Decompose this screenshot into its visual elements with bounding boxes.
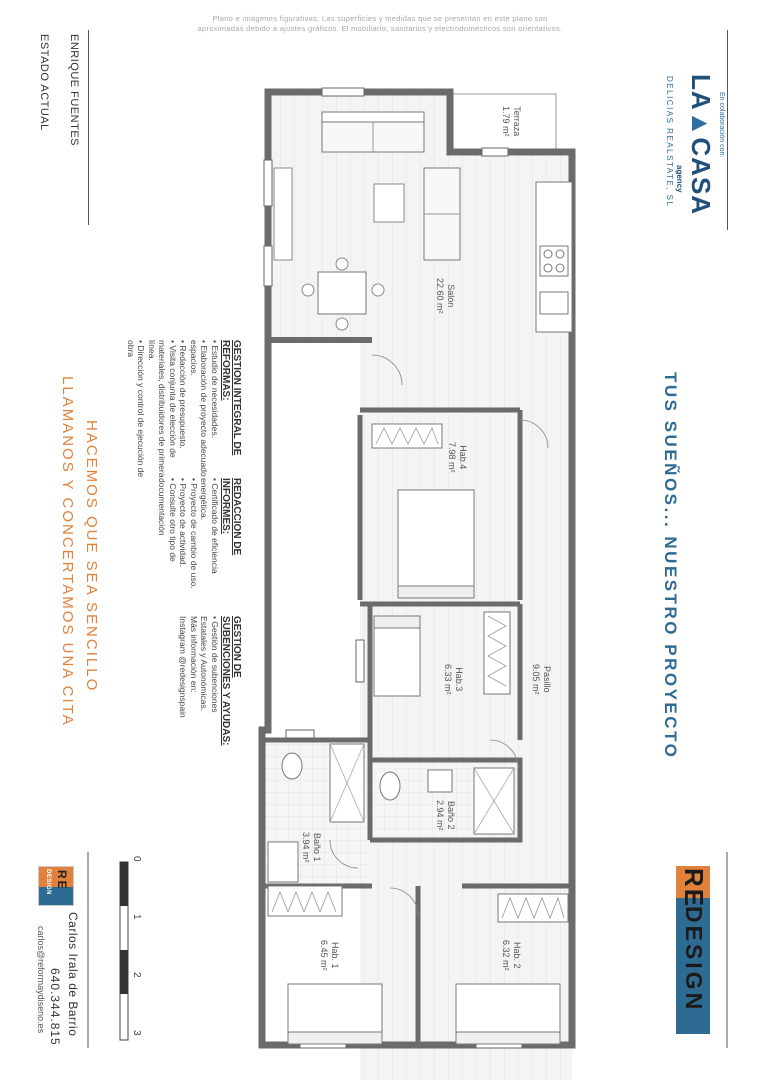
- lacasa-casa: CASA: [686, 137, 716, 216]
- service-integral-item: • Estudio de necesidades.: [210, 340, 221, 478]
- chair: [336, 258, 348, 270]
- room-area: 6.32 m²: [501, 940, 511, 971]
- washbasin: [428, 770, 452, 792]
- room-terraza: [500, 106, 522, 137]
- room-area: 1.79 m²: [501, 106, 511, 137]
- pillow: [374, 616, 420, 628]
- room-area: 22.60 m²: [435, 278, 445, 314]
- scale-label: 2: [131, 972, 142, 978]
- client-name: ENRIQUE FUENTES: [68, 34, 80, 147]
- room-area: 9.05 m²: [531, 664, 541, 695]
- logo-design: DESIGN: [681, 906, 707, 1013]
- window: [322, 88, 364, 96]
- service-reports-item: • Proyecto de actividad.: [178, 478, 189, 598]
- lacasa-roof-icon: ▲: [686, 110, 716, 138]
- service-integral-item: • Dirección y control de ejecución de obra: [126, 340, 147, 478]
- scale-segment: [120, 950, 128, 994]
- wardrobe-hab1: [268, 886, 342, 916]
- tagline-line-2: LLAMANOS Y CONCERTAMOS UNA CITA: [59, 376, 76, 727]
- room-name: Hab.4: [458, 445, 468, 470]
- service-reports-item: • Certificado de eficiencia energética.: [199, 478, 220, 598]
- room-pasillo: [530, 664, 552, 695]
- service-integral-item: • Visita conjunta de elección de materiales, distribuidores de primera línea.: [147, 340, 179, 478]
- room-area: 2.94 m²: [435, 800, 445, 831]
- scale-segment: [120, 862, 128, 906]
- redesign-logo-large: [676, 866, 710, 1034]
- tv-unit: [274, 168, 292, 260]
- pillow: [398, 586, 474, 598]
- room-area: 6.45 m²: [319, 940, 329, 971]
- contact-phone: 640.344.815: [48, 968, 62, 1046]
- room-name: Baño 2: [446, 800, 456, 830]
- washbasin: [268, 842, 298, 882]
- dining-table: [318, 272, 366, 314]
- room-name: Baño 1: [312, 832, 322, 862]
- room-bano1: [300, 832, 322, 863]
- bed-hab4: [398, 490, 474, 598]
- room-salon: [434, 278, 456, 314]
- tagline-line-1: HACEMOS QUE SEA SENCILLO: [83, 420, 100, 693]
- room-area: 6.33 m²: [443, 664, 453, 695]
- coffee-table: [374, 184, 404, 222]
- window: [286, 730, 314, 738]
- window: [356, 640, 364, 682]
- logo-re: RE: [679, 868, 709, 909]
- hob: [540, 246, 568, 276]
- room-name: Terraza: [512, 106, 522, 137]
- room-name: Hab.3: [454, 667, 464, 692]
- logo-design: DESIGN: [45, 869, 51, 896]
- window: [482, 148, 508, 156]
- room-name: Salón: [446, 284, 456, 308]
- service-integral-title: GESTION INTEGRAL DE REFORMAS:: [220, 340, 242, 456]
- window: [264, 160, 272, 206]
- chair: [302, 284, 314, 296]
- lacasa-la: LA: [686, 74, 716, 111]
- window: [264, 246, 272, 286]
- lacasa-agency: agency: [675, 165, 684, 193]
- scale-label: 1: [131, 914, 142, 920]
- scale-label: 0: [131, 856, 142, 862]
- pillow: [456, 1032, 560, 1044]
- chair: [336, 318, 348, 330]
- service-grants-title: GESTION DE SUBENCIONES Y AYUDAS:: [220, 616, 242, 746]
- room-name: Hab. 2: [512, 941, 522, 969]
- instagram-handle: Instagram @redesignspain: [178, 616, 189, 718]
- room-hab2: [500, 940, 522, 971]
- service-reports-item: • Proyecto de cambio de uso.: [189, 478, 200, 598]
- room-hab1: [318, 940, 340, 971]
- service-more-label: Más información en:: [189, 616, 199, 693]
- service-grants-item: • Gestión de subenciones Estatales y Autonómicas.: [199, 616, 220, 746]
- room-hab4: [446, 442, 468, 473]
- toilet: [380, 772, 400, 800]
- contact-email: carlos@reformaydiseno.es: [36, 926, 46, 1034]
- room-area: 3.94 m²: [301, 832, 311, 863]
- room-bano2: [434, 800, 456, 831]
- disclaimer-line-1: Plano e imágenes figurativas. Las superficies y medidas que se presentan en este plano son: [212, 14, 548, 23]
- disclaimer-line-2: aproximadas debido a ajustes gráficos. El mobiliario, sanitarios y electrodomésticos son orientativos.: [197, 24, 563, 33]
- toilet: [282, 753, 302, 779]
- contact-name: Carlos Irala de Barrio: [66, 912, 80, 1037]
- service-reports-title: REDACCION DE INFORMES:: [220, 478, 242, 556]
- partner-label: En colaboración con:: [718, 92, 725, 158]
- plan-state: ESTADO ACTUAL: [38, 34, 50, 131]
- sink: [540, 292, 568, 314]
- slogan: TUS SUEÑOS... NUESTRO PROYECTO: [661, 372, 680, 760]
- wardrobe-hab4: [372, 424, 442, 448]
- partner-company: DELICIAS REALSTATE, SL: [665, 76, 674, 208]
- room-area: 7.98 m²: [447, 442, 457, 473]
- pillow: [288, 1032, 382, 1044]
- scale-label: 3: [131, 1030, 142, 1036]
- service-integral-item: • Elaboración de proyecto adecuado espacios.: [189, 340, 210, 478]
- sofa-back: [322, 112, 424, 122]
- wardrobe-hab3: [484, 612, 510, 694]
- redesign-logo-small: [38, 866, 74, 906]
- room-name: Pasillo: [542, 666, 552, 693]
- room-hab3: [442, 664, 464, 695]
- logo-re: RE: [55, 870, 69, 891]
- chair: [372, 284, 384, 296]
- service-reports-item: • Consulte otro tipo de documentación: [157, 478, 178, 598]
- service-integral-item: • Redacción de presupuesto.: [178, 340, 189, 478]
- room-name: Hab. 1: [330, 941, 340, 969]
